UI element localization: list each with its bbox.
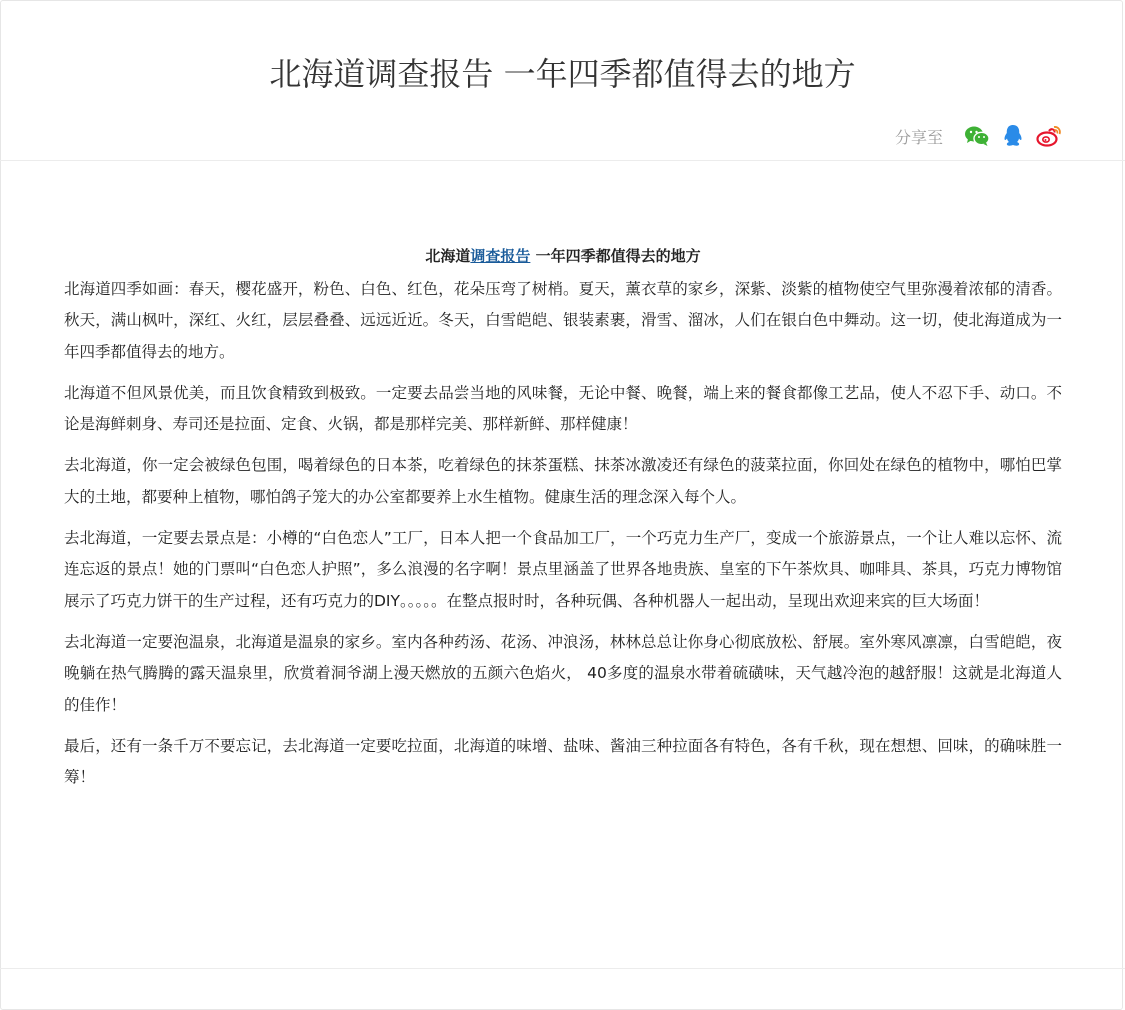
- qq-icon[interactable]: [999, 122, 1027, 150]
- article-paragraph: 北海道四季如画：春天，樱花盛开，粉色、白色、红色，花朵压弯了树梢。夏天，薰衣草的家乡，深紫、淡紫的植物使空气里弥漫着浓郁的清香。秋天，满山枫叶，深红、火红，层层叠叠、远远近近。冬天，白雪皑皑、银装素裹，滑雪、溜冰，人们在银白色中舞动。这一切，使北海道成为一年四季都值得去的地方。: [64, 280, 1062, 361]
- article-heading-prefix: 北海道: [425, 247, 471, 265]
- article-paragraph: 最后，还有一条千万不要忘记，去北海道一定要吃拉面，北海道的味增、盐味、酱油三种拉面各有特色，各有千秋，现在想想、回味，的确味胜一筹！: [64, 736, 1062, 787]
- article-paragraph: 北海道不但风景优美，而且饮食精致到极致。一定要去品尝当地的风味餐，无论中餐、晚餐，端上来的餐食都像工艺品，使人不忍下手、动口。不论是海鲜刺身、寿司还是拉面、定食、火锅，都是那样完美、那样新鲜、那样健康！: [64, 383, 1062, 434]
- wechat-icon[interactable]: [963, 122, 991, 150]
- footer-divider: [0, 968, 1125, 969]
- article-paragraph: 去北海道一定要泡温泉，北海道是温泉的家乡。室内各种药汤、花汤、冲浪汤，林林总总让你身心彻底放松、舒展。室外寒风凛凛，白雪皑皑，夜晚躺在热气腾腾的露天温泉里，欣赏着洞爷湖上漫天燃放的五颜六色焰火， 40多度的温泉水带着硫磺味，天气越冷泡的越舒服！这就是北海道人的佳作！: [64, 632, 1062, 714]
- share-label: 分享至: [894, 127, 943, 147]
- article-heading-suffix: 一年四季都值得去的地方: [530, 247, 701, 265]
- article-paragraph: 去北海道，你一定会被绿色包围，喝着绿色的日本茶，吃着绿色的抹茶蛋糕、抹茶冰激凌还有绿色的菠菜拉面，你回处在绿色的植物中，哪怕巴掌大的土地，都要种上植物，哪怕鸽子笼大的办公室都要养上水生植物。健康生活的理念深入每个人。: [64, 456, 1062, 506]
- weibo-icon[interactable]: [1035, 122, 1063, 150]
- share-bar: [895, 122, 1063, 150]
- page-title: 北海道调查报告 一年四季都值得去的地方: [269, 55, 856, 93]
- article-body: [64, 240, 1062, 803]
- article-heading: [64, 240, 1062, 272]
- article-header: [0, 0, 1125, 161]
- article-paragraph: 去北海道，一定要去景点是：小樽的“白色恋人”工厂，日本人把一个食品加工厂，一个巧克力生产厂，变成一个旅游景点，一个让人难以忘怀、流连忘返的景点！她的门票叫“白色恋人护照”，多么浪漫的名字啊！景点里涵盖了世界各地贵族、皇室的下午茶炊具、咖啡具、茶具，巧克力博物馆展示了巧克力饼干的生产过程，还有巧克力的DIY。。。。。在整点报时时，各种玩偶、各种机器人一起出动，呈现出欢迎来宾的巨大场面！: [64, 529, 1062, 610]
- article-heading-link[interactable]: 调查报告: [470, 247, 531, 265]
